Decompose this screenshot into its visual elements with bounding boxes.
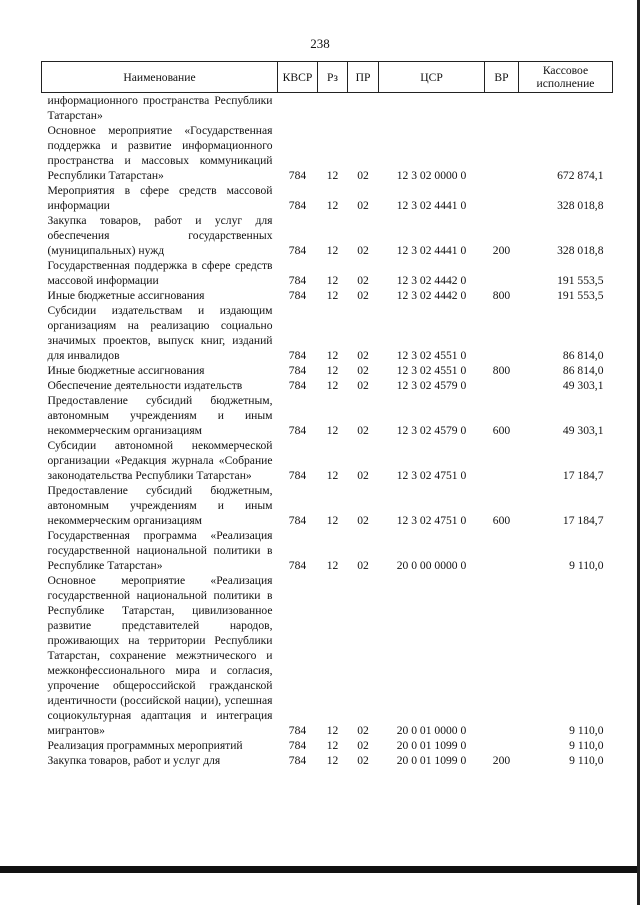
cell-pr: 02 <box>357 199 369 212</box>
table-row <box>42 258 613 288</box>
cell-name: Закупка товаров, работ и услуг для <box>47 754 221 767</box>
cell-vr: 600 <box>492 424 511 437</box>
cell-amount: 9 110,0 <box>569 754 604 767</box>
cell-name: Предоставление субсидий бюджетным, автономным учреждениям и иным некоммерческим организациям <box>47 484 273 527</box>
cell-kvsr: 784 <box>288 289 307 302</box>
cell-rz: 12 <box>326 289 339 302</box>
cell-pr <box>348 93 379 124</box>
cell-rz: 12 <box>326 199 339 212</box>
header-name: Наименование <box>42 62 278 93</box>
cell-kvsr: 784 <box>288 469 307 482</box>
table-row <box>42 738 613 753</box>
cell-amount <box>519 93 613 124</box>
header-rz: Рз <box>318 62 348 93</box>
table-row <box>42 393 613 438</box>
cell-kvsr: 784 <box>288 364 307 377</box>
cell-rz: 12 <box>326 559 339 572</box>
cell-kvsr <box>278 93 318 124</box>
cell-pr: 02 <box>357 754 369 767</box>
cell-amount: 672 874,1 <box>557 169 604 182</box>
table-row <box>42 378 613 393</box>
table-row <box>42 288 613 303</box>
cell-csr: 12 3 02 4441 0 <box>396 199 467 212</box>
cell-amount: 9 110,0 <box>569 559 604 572</box>
cell-amount: 86 814,0 <box>562 349 604 362</box>
cell-vr <box>485 258 519 288</box>
cell-kvsr: 784 <box>288 424 307 437</box>
cell-rz: 12 <box>326 349 339 362</box>
cell-name: Мероприятия в сфере средств массовой информации <box>47 184 273 212</box>
cell-csr: 20 0 01 1099 0 <box>396 754 467 767</box>
cell-amount: 328 018,8 <box>557 199 604 212</box>
cell-rz: 12 <box>326 724 339 737</box>
cell-name: Государственная поддержка в сфере средств массовой информации <box>47 259 273 287</box>
cell-pr: 02 <box>357 244 369 257</box>
table-body <box>42 93 613 769</box>
cell-vr <box>485 573 519 738</box>
table-row <box>42 483 613 528</box>
cell-rz: 12 <box>326 274 339 287</box>
cell-kvsr: 784 <box>288 559 307 572</box>
cell-rz: 12 <box>326 469 339 482</box>
budget-table <box>41 61 613 768</box>
cell-vr: 200 <box>492 244 511 257</box>
cell-name: информационного пространства Республики Татарстан» <box>47 94 273 122</box>
cell-pr: 02 <box>357 514 369 527</box>
cell-amount: 191 553,5 <box>557 289 604 302</box>
cell-csr: 12 3 02 4579 0 <box>396 424 467 437</box>
cell-vr: 800 <box>492 364 511 377</box>
table-row <box>42 753 613 768</box>
cell-rz: 12 <box>326 754 339 767</box>
cell-csr <box>379 93 485 124</box>
header-kvsr: КВСР <box>278 62 318 93</box>
cell-amount: 17 184,7 <box>562 469 604 482</box>
cell-name: Субсидии издательствам и издающим организациям на реализацию социально значимых проектов, выпуск книг, изданий для инвалидов <box>47 304 273 362</box>
cell-csr: 20 0 00 0000 0 <box>396 559 467 572</box>
cell-csr: 12 3 02 4551 0 <box>396 349 467 362</box>
cell-rz: 12 <box>326 244 339 257</box>
cell-pr: 02 <box>357 424 369 437</box>
cell-kvsr: 784 <box>288 379 307 392</box>
header-vr: ВР <box>485 62 519 93</box>
table-row <box>42 123 613 183</box>
cell-name: Иные бюджетные ассигнования <box>47 289 205 302</box>
cell-kvsr: 784 <box>288 754 307 767</box>
table-row <box>42 528 613 573</box>
cell-csr: 12 3 02 4441 0 <box>396 244 467 257</box>
cell-pr: 02 <box>357 739 369 752</box>
cell-kvsr: 784 <box>288 724 307 737</box>
cell-pr: 02 <box>357 559 369 572</box>
cell-name: Предоставление субсидий бюджетным, автономным учреждениям и иным некоммерческим организациям <box>47 394 273 437</box>
cell-name: Реализация программных мероприятий <box>47 739 243 752</box>
cell-rz: 12 <box>326 364 339 377</box>
cell-pr: 02 <box>357 289 369 302</box>
cell-vr: 600 <box>492 514 511 527</box>
cell-kvsr: 784 <box>288 349 307 362</box>
header-pr: ПР <box>348 62 379 93</box>
cell-name: Закупка товаров, работ и услуг для обеспечения государственных (муниципальных) нужд <box>47 214 273 257</box>
cell-csr: 12 3 02 4751 0 <box>396 469 467 482</box>
cell-csr: 12 3 02 4551 0 <box>396 364 467 377</box>
table-row <box>42 213 613 258</box>
table-row <box>42 183 613 213</box>
cell-kvsr: 784 <box>288 199 307 212</box>
cell-vr: 800 <box>492 289 511 302</box>
cell-amount: 191 553,5 <box>557 274 604 287</box>
cell-amount: 9 110,0 <box>569 739 604 752</box>
cell-amount: 9 110,0 <box>569 724 604 737</box>
cell-kvsr: 784 <box>288 739 307 752</box>
cell-name: Основное мероприятие «Реализация государственной национальной политики в Республике Татарстан, цивилизованное развитие представителей народов, проживающих на территории Республики Татарстан, сохранение межэтнического и межконфессионального мира и согласия, упрочение общероссийской гражданской идентичности (российской нации), успешная социокультурная адаптация и интеграция мигрантов» <box>47 574 273 737</box>
scan-bottom-border <box>0 866 640 873</box>
table-row <box>42 93 613 124</box>
cell-pr: 02 <box>357 469 369 482</box>
cell-vr <box>485 438 519 483</box>
cell-rz: 12 <box>326 169 339 182</box>
cell-csr: 12 3 02 4442 0 <box>396 274 467 287</box>
cell-vr <box>485 123 519 183</box>
cell-csr: 12 3 02 4751 0 <box>396 514 467 527</box>
cell-kvsr: 784 <box>288 244 307 257</box>
cell-vr <box>485 183 519 213</box>
cell-pr: 02 <box>357 169 369 182</box>
cell-rz: 12 <box>326 739 339 752</box>
cell-pr: 02 <box>357 379 369 392</box>
cell-csr: 20 0 01 0000 0 <box>396 724 467 737</box>
cell-pr: 02 <box>357 724 369 737</box>
header-csr: ЦСР <box>379 62 485 93</box>
cell-vr <box>485 303 519 363</box>
cell-pr: 02 <box>357 364 369 377</box>
cell-csr: 12 3 02 4442 0 <box>396 289 467 302</box>
cell-csr: 20 0 01 1099 0 <box>396 739 467 752</box>
cell-rz <box>318 93 348 124</box>
cell-kvsr: 784 <box>288 169 307 182</box>
cell-vr <box>485 93 519 124</box>
cell-amount: 328 018,8 <box>557 244 604 257</box>
cell-amount: 49 303,1 <box>562 379 604 392</box>
cell-vr <box>485 378 519 393</box>
cell-rz: 12 <box>326 424 339 437</box>
cell-pr: 02 <box>357 349 369 362</box>
table-header-row <box>42 62 613 93</box>
cell-pr: 02 <box>357 274 369 287</box>
table-row <box>42 438 613 483</box>
cell-vr: 200 <box>492 754 511 767</box>
cell-name: Иные бюджетные ассигнования <box>47 364 205 377</box>
cell-csr: 12 3 02 4579 0 <box>396 379 467 392</box>
cell-kvsr: 784 <box>288 514 307 527</box>
page-number: 238 <box>310 36 330 51</box>
cell-vr <box>485 738 519 753</box>
cell-kvsr: 784 <box>288 274 307 287</box>
cell-csr: 12 3 02 0000 0 <box>396 169 467 182</box>
table-row <box>42 303 613 363</box>
header-amount: Кассовое исполнение <box>519 62 613 93</box>
cell-name: Основное мероприятие «Государственная поддержка и развитие информационного пространства и массовых коммуникаций Республики Татарстан» <box>47 124 273 182</box>
cell-amount: 49 303,1 <box>562 424 604 437</box>
cell-name: Субсидии автономной некоммерческой организации «Редакция журнала «Собрание законодательства Республики Татарстан» <box>47 439 273 482</box>
table-row <box>42 573 613 738</box>
cell-rz: 12 <box>326 514 339 527</box>
cell-rz: 12 <box>326 379 339 392</box>
cell-amount: 86 814,0 <box>562 364 604 377</box>
table-row <box>42 363 613 378</box>
cell-name: Обеспечение деятельности издательств <box>47 379 243 392</box>
cell-amount: 17 184,7 <box>562 514 604 527</box>
cell-name: Государственная программа «Реализация государственной национальной политики в Республике Татарстан» <box>47 529 273 572</box>
cell-vr <box>485 528 519 573</box>
